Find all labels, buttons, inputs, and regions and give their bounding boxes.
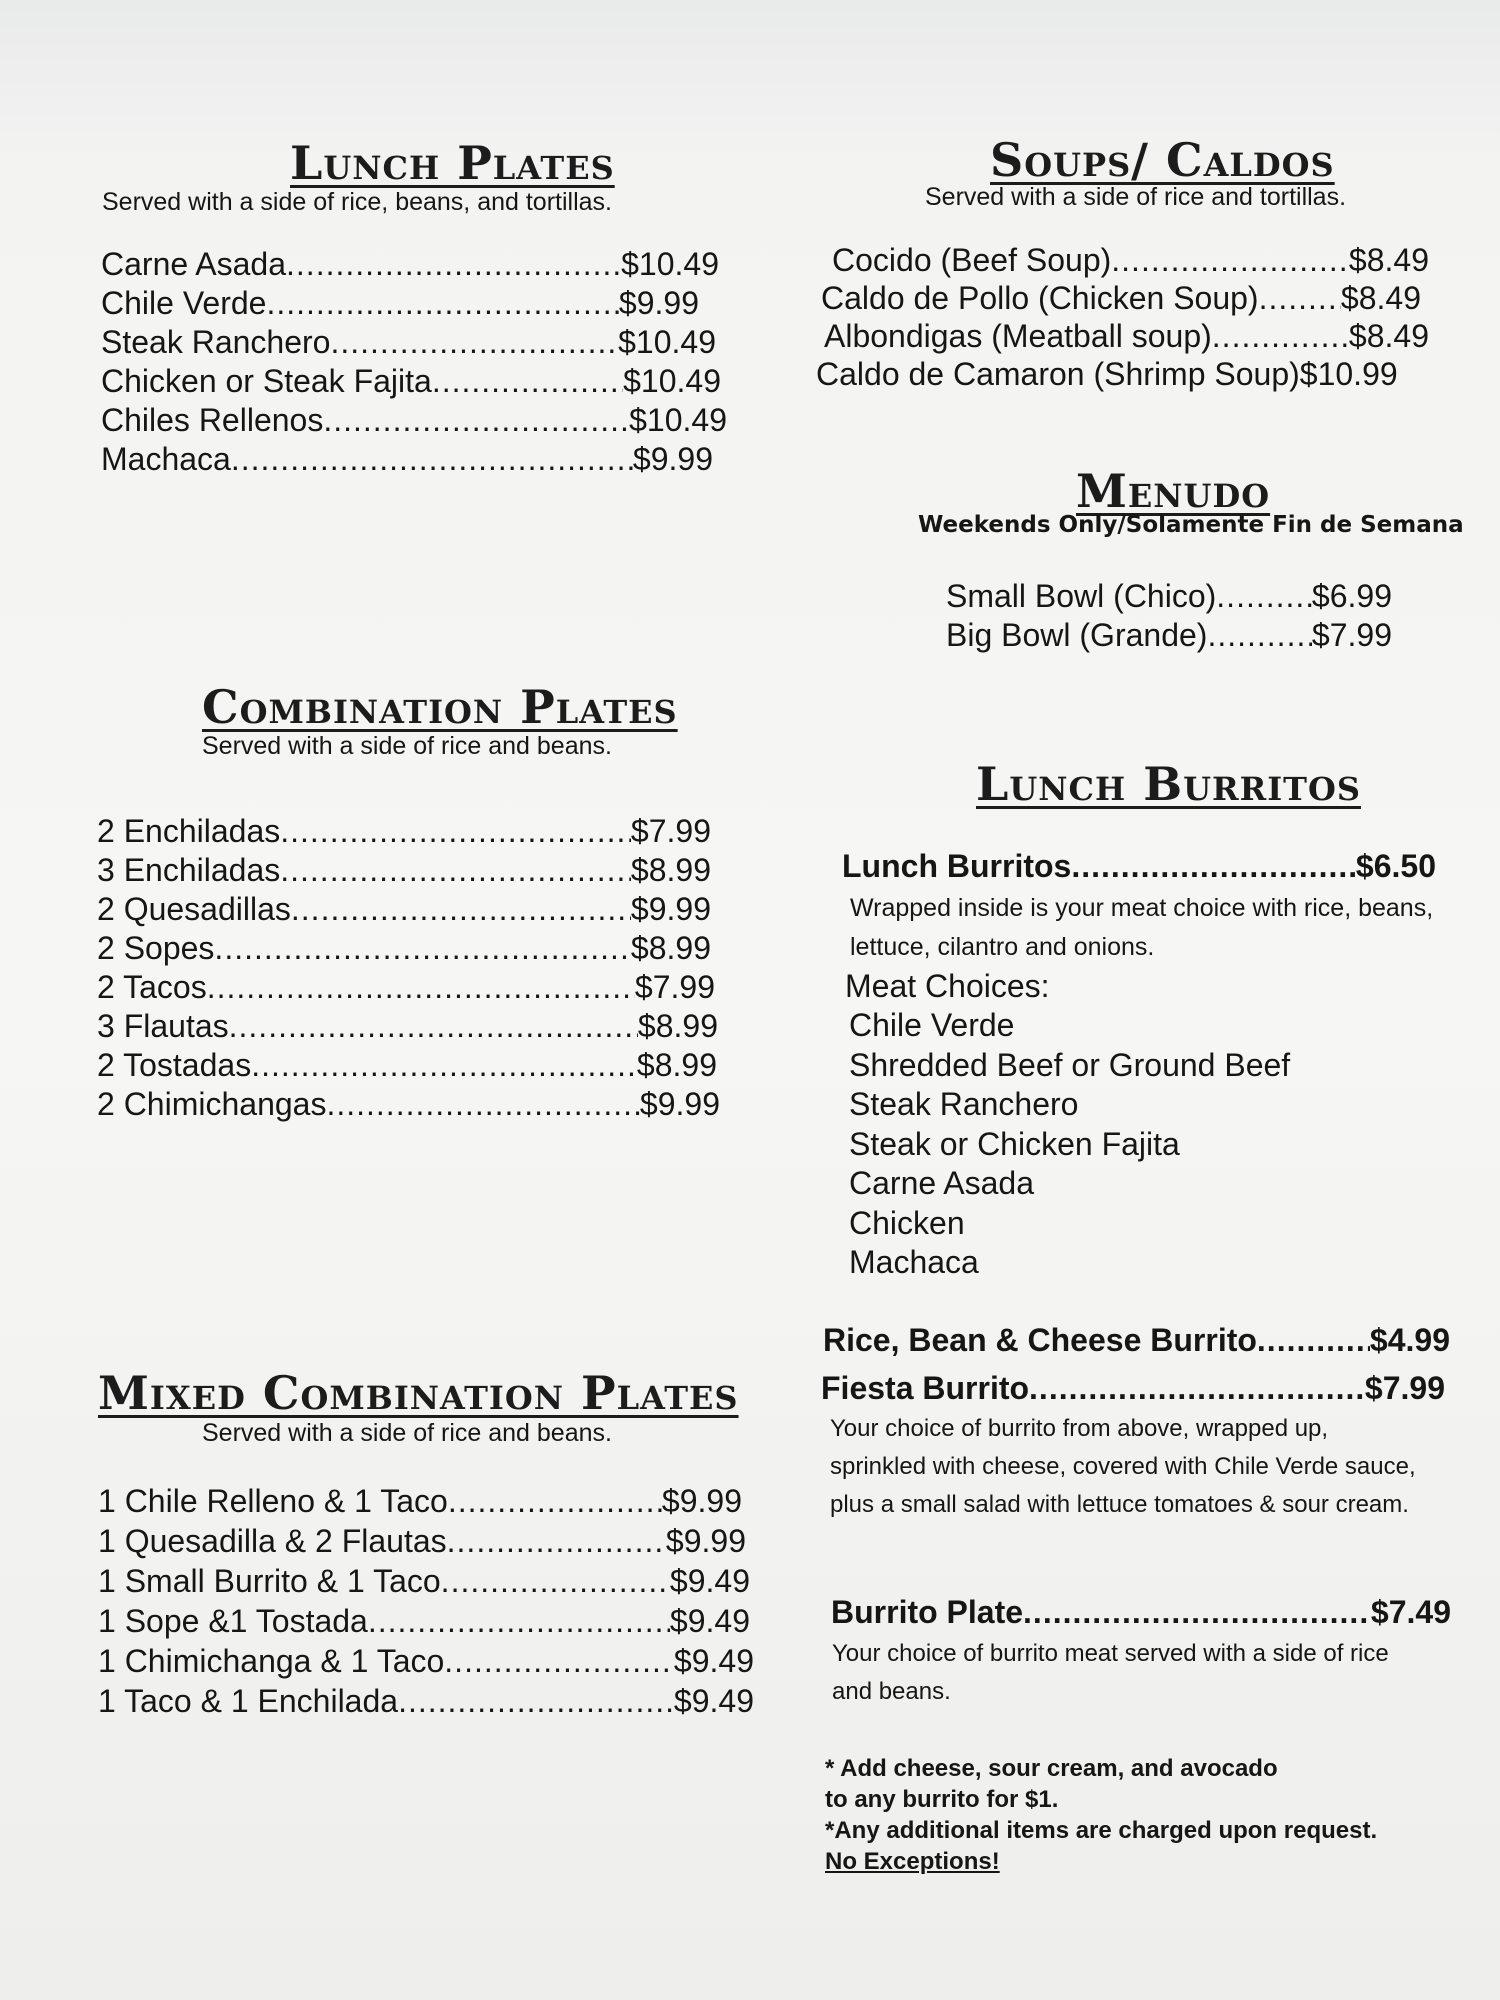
meat-choice: Steak Ranchero (849, 1086, 1079, 1122)
item-price: $7.99 (630, 813, 711, 849)
item-price: $8.49 (1348, 242, 1429, 278)
leader-dots (1071, 848, 1356, 885)
lunch-burritos-heading: Lunch Burritos (976, 757, 1361, 811)
meat-choice: Chicken (849, 1204, 965, 1241)
leader-dots (368, 1603, 670, 1640)
meat-choice: Shredded Beef or Ground Beef (849, 1046, 1291, 1083)
item-price: $6.99 (1311, 578, 1392, 614)
meat-choices-list (849, 1006, 1290, 1283)
menu-item (101, 402, 727, 439)
item-name: Small Bowl (Chico) (946, 578, 1217, 614)
menu-item (98, 1643, 754, 1680)
item-name: Chile Verde (101, 285, 267, 321)
leader-dots (291, 891, 631, 928)
item-price: $10.49 (621, 246, 719, 282)
item-name: 1 Sope &1 Tostada (98, 1603, 368, 1639)
leader-dots (1212, 318, 1349, 355)
menudo-subtitle: Weekends Only/Solamente Fin de Semana (918, 512, 1464, 538)
leader-dots (231, 441, 633, 478)
item-name: Chiles Rellenos (101, 402, 324, 438)
item-price: $9.49 (673, 1683, 754, 1719)
item-name: Chicken or Steak Fajita (101, 363, 432, 399)
leader-dots (280, 813, 631, 850)
menu-item (832, 242, 1429, 279)
menu-item (101, 324, 716, 361)
leader-dots (1207, 617, 1311, 654)
item-price: $10.49 (629, 402, 727, 438)
meat-choice: Machaca (849, 1244, 979, 1280)
item-price: $10.49 (618, 324, 716, 360)
leader-dots (432, 363, 623, 400)
item-price: $9.49 (669, 1563, 750, 1599)
menu-item (946, 578, 1392, 615)
meat-choices-label: Meat Choices: (845, 968, 1050, 1004)
menu-item (816, 356, 1436, 393)
item-name: Burrito Plate (831, 1594, 1024, 1630)
combination-plates-heading: Combination Plates (202, 680, 678, 734)
menu-item (821, 280, 1421, 317)
menu-item (97, 1008, 718, 1045)
item-price: $10.49 (623, 363, 721, 399)
leader-dots (266, 285, 618, 322)
leader-dots (398, 1683, 674, 1720)
item-price: $10.99 (1299, 356, 1398, 392)
leader-dots (1259, 280, 1341, 317)
note-additional-items: *Any additional items are charged upon request. (825, 1817, 1378, 1844)
item-name: Caldo de Pollo (Chicken Soup) (821, 280, 1259, 316)
soups-heading: Soups/ Caldos (990, 133, 1335, 187)
menu-item (946, 617, 1392, 654)
item-price: $7.49 (1370, 1594, 1451, 1630)
item-name: Carne Asada (101, 246, 287, 282)
meat-choice: Steak or Chicken Fajita (849, 1125, 1180, 1162)
menu-item (101, 441, 713, 478)
menu-item (97, 1047, 717, 1084)
item-price: $8.49 (1348, 318, 1429, 354)
item-price: $9.99 (630, 891, 711, 927)
menu-item (101, 363, 721, 400)
menu-item-fiesta-burrito (821, 1370, 1445, 1407)
item-price: $9.49 (669, 1603, 750, 1639)
leader-dots (441, 1563, 670, 1600)
leader-dots (448, 1483, 662, 1520)
leader-dots (214, 930, 631, 967)
menu-item (97, 891, 711, 928)
item-price: $9.99 (632, 441, 713, 477)
item-name: 2 Quesadillas (97, 891, 291, 927)
combination-plates-subtitle: Served with a side of rice and beans. (202, 732, 612, 760)
item-price: $7.99 (1364, 1370, 1445, 1406)
item-name: 3 Flautas (97, 1008, 229, 1044)
item-name: Caldo de Camaron (Shrimp Soup) (816, 356, 1300, 392)
menu-item (98, 1483, 742, 1520)
menu-item (101, 285, 699, 322)
menu-item (97, 813, 711, 850)
menu-item-lunch-burritos (842, 848, 1436, 885)
item-price: $8.99 (630, 930, 711, 966)
item-price: $9.99 (639, 1086, 720, 1122)
menu-item (98, 1523, 746, 1560)
item-price: $9.99 (665, 1523, 746, 1559)
leader-dots (330, 324, 618, 361)
menu-item (97, 930, 711, 967)
item-name: 1 Chile Relleno & 1 Taco (98, 1483, 448, 1519)
meat-choice: Carne Asada (849, 1165, 1035, 1201)
menu-item (97, 969, 715, 1006)
item-name: Steak Ranchero (101, 324, 331, 360)
menu-item (97, 1086, 720, 1123)
leader-dots (323, 402, 629, 439)
item-name: 2 Sopes (97, 930, 215, 966)
menu-item-burrito-plate (831, 1594, 1451, 1631)
leader-dots (1029, 1370, 1365, 1407)
item-name: 1 Quesadilla & 2 Flautas (98, 1523, 447, 1559)
item-name: 1 Small Burrito & 1 Taco (98, 1563, 441, 1599)
lunch-plates-heading: Lunch Plates (290, 136, 615, 190)
mixed-combination-plates-subtitle: Served with a side of rice and beans. (202, 1419, 612, 1447)
item-name: 1 Chimichanga & 1 Taco (98, 1643, 445, 1679)
leader-dots (1111, 242, 1349, 279)
burrito-plate-description: Your choice of burrito meat served with a side of rice and beans. (832, 1640, 1389, 1705)
note-add-toppings: * Add cheese, sour cream, and avocado (825, 1755, 1278, 1782)
menu-item (98, 1683, 754, 1720)
menu-item (98, 1563, 750, 1600)
burrito-notes (825, 1753, 1455, 1877)
item-price: $9.99 (661, 1483, 742, 1519)
lunch-plates-subtitle: Served with a side of rice, beans, and tortillas. (102, 188, 612, 216)
leader-dots (280, 852, 631, 889)
leader-dots (207, 969, 635, 1006)
leader-dots (286, 246, 621, 283)
leader-dots (229, 1008, 638, 1045)
menu-item (824, 318, 1429, 355)
item-price: $8.49 (1340, 280, 1421, 316)
item-price: $4.99 (1369, 1322, 1450, 1358)
note-no-exceptions: No Exceptions! (825, 1848, 1000, 1875)
soups-subtitle: Served with a side of rice and tortillas. (925, 183, 1347, 211)
item-name: 3 Enchiladas (97, 852, 281, 888)
leader-dots (444, 1643, 674, 1680)
menudo-heading: Menudo (1076, 464, 1271, 518)
item-name: 1 Taco & 1 Enchilada (98, 1683, 399, 1719)
item-name: Rice, Bean & Cheese Burrito (823, 1322, 1257, 1358)
menu-item-rice-bean-cheese-burrito (823, 1322, 1450, 1359)
item-price: $7.99 (1311, 617, 1392, 653)
leader-dots (1023, 1594, 1371, 1631)
item-name: Lunch Burritos (842, 848, 1072, 884)
item-name: 2 Tacos (97, 969, 207, 1005)
item-price: $9.99 (618, 285, 699, 321)
leader-dots (1216, 578, 1312, 615)
item-name: Cocido (Beef Soup) (832, 242, 1112, 278)
item-name: 2 Chimichangas (97, 1086, 327, 1122)
lunch-burritos-description: Wrapped inside is your meat choice with rice, beans, lettuce, cilantro and onions. (850, 894, 1434, 961)
item-name: Machaca (101, 441, 231, 477)
item-price: $8.99 (637, 1008, 718, 1044)
item-name: 2 Enchiladas (97, 813, 281, 849)
item-name: 2 Tostadas (97, 1047, 252, 1083)
leader-dots (251, 1047, 637, 1084)
item-name: Big Bowl (Grande) (946, 617, 1208, 653)
menu-item (101, 246, 719, 283)
item-price: $8.99 (636, 1047, 717, 1083)
mixed-combination-plates-heading: Mixed Combination Plates (98, 1366, 739, 1420)
item-name: Fiesta Burrito (821, 1370, 1030, 1406)
meat-choice: Chile Verde (849, 1007, 1015, 1043)
menu-item (98, 1603, 750, 1640)
fiesta-burrito-description: Your choice of burrito from above, wrapped up, sprinkled with cheese, covered with Chile Verde sauce, plus a small salad with lettuce tomatoes & sour cream. (830, 1415, 1416, 1518)
note-add-toppings-price: to any burrito for $1. (825, 1786, 1059, 1813)
item-price: $7.99 (634, 969, 715, 1005)
leader-dots (326, 1086, 639, 1123)
item-name: Albondigas (Meatball soup) (824, 318, 1212, 354)
leader-dots (1257, 1322, 1370, 1359)
item-price: $6.50 (1355, 848, 1436, 884)
item-price: $8.99 (630, 852, 711, 888)
item-price: $9.49 (673, 1643, 754, 1679)
leader-dots (447, 1523, 666, 1560)
menu-item (97, 852, 711, 889)
